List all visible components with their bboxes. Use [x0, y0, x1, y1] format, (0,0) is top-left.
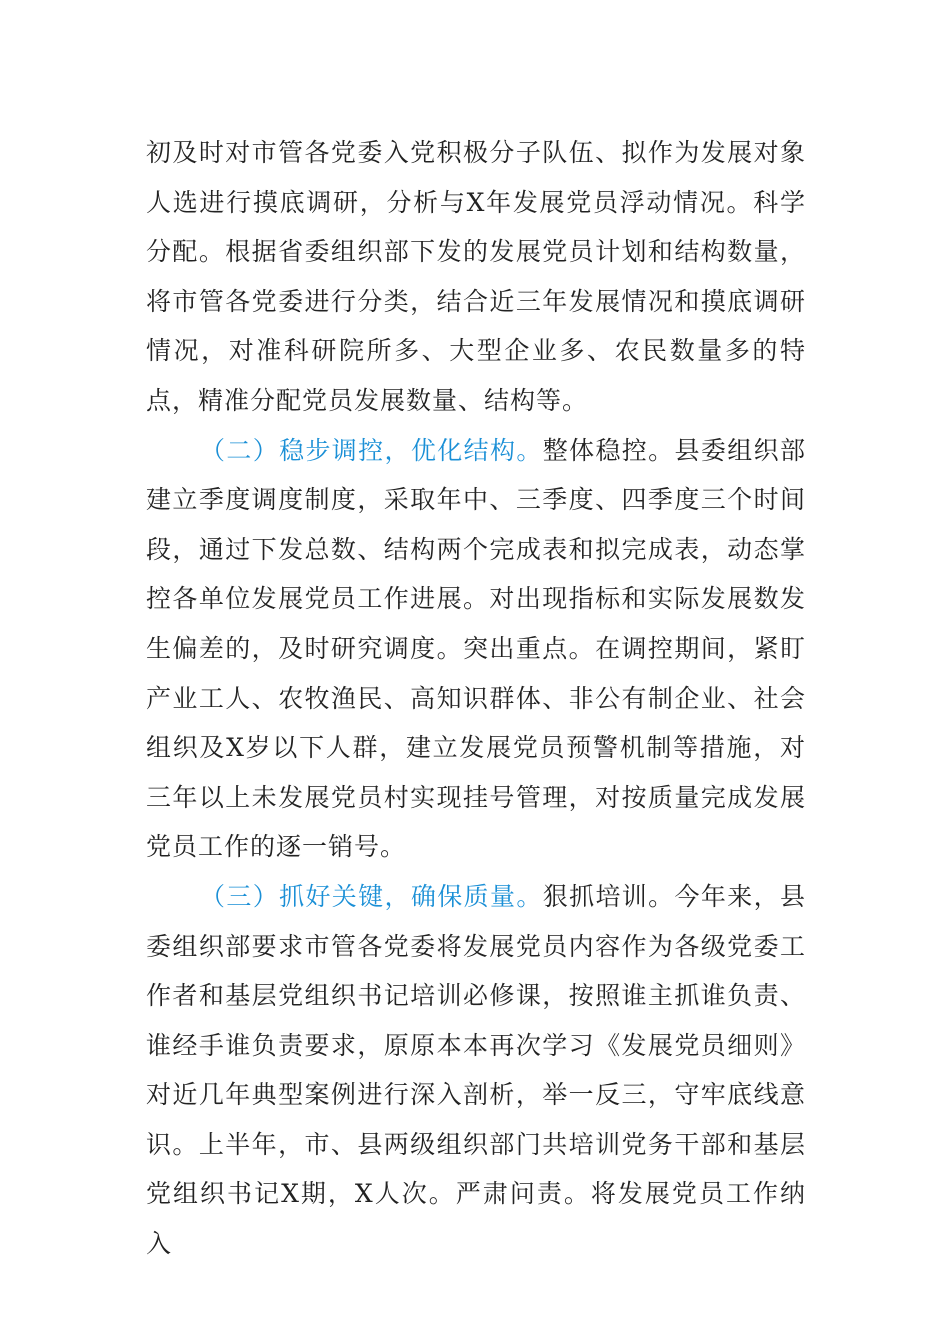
section-heading-3: （三）抓好关键，确保质量。: [200, 881, 543, 911]
paragraph-3: [146, 872, 806, 1269]
paragraph-2-text: 整体稳控。县委组织部建立季度调度制度，采取年中、三季度、四季度三个时间段，通过下发总数、结构两个完成表和拟完成表，动态掌控各单位发展党员工作进展。对出现指标和实际发展数发生偏差的，及时研究调度。突出重点。在调控期间，紧盯产业工人、农牧渔民、高知识群体、非公有制企业、社会组织及X岁以下人群，建立发展党员预警机制等措施，对三年以上未发展党员村实现挂号管理，对按质量完成发展党员工作的逐一销号。: [146, 435, 806, 862]
paragraph-3-text: 狠抓培训。今年来，县委组织部要求市管各党委将发展党员内容作为各级党委工作者和基层党组织书记培训必修课，按照谁主抓谁负责、谁经手谁负责要求，原原本本再次学习《发展党员细则》对近几年典型案例进行深入剖析，举一反三，守牢底线意识。上半年，市、县两级组织部门共培训党务干部和基层党组织书记X期，X人次。严肃问责。将发展党员工作纳入: [146, 881, 806, 1259]
paragraph-2: [146, 426, 806, 872]
paragraph-1-text: 初及时对市管各党委入党积极分子队伍、拟作为发展对象人选进行摸底调研，分析与X年发展党员浮动情况。科学分配。根据省委组织部下发的发展党员计划和结构数量，将市管各党委进行分类，结合近三年发展情况和摸底调研情况，对准科研院所多、大型企业多、农民数量多的特点，精准分配党员发展数量、结构等。: [146, 138, 806, 415]
section-heading-2: （二）稳步调控，优化结构。: [200, 435, 543, 465]
paragraph-1: [146, 128, 806, 426]
document-body: [146, 128, 806, 1269]
